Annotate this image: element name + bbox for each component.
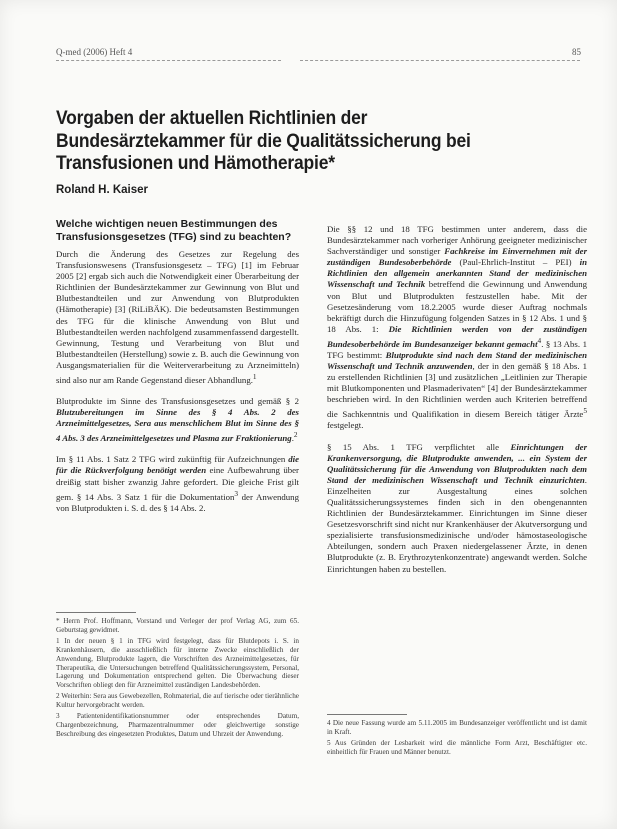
right-p2-lead: § 15 Abs. 1 TFG verpflichtet alle (327, 441, 511, 452)
right-p1-lead: Die §§ 12 und 18 TFG bestimmen unter anderem, dass die Bundesärztekammer nach vorheriger Anhörung geeigneter medizinischer Sachverständiger und sonstiger (327, 224, 587, 257)
right-column (327, 224, 587, 585)
left-p1-text: Durch die Änderung des Gesetzes zur Regelung des Transfusionswesens (Transfusionsgesetz – TFG) [1] im Februar 2005 [2] ergab sich auch die Notwendigkeit einer Überarbeitung der Richtlinien der Bundesärztekammer zur Gewinnung von Blut und Blutbestandteilen und zur Anwendung von Blutprodukten (Hämotherapie) [3] (RiLiBÄK). Die bedeutsamsten Bestimmungen des TFG für die klinische Anwendung von Blut und Blutbestandteilen werden nachfolgend zusammenfassend dargestellt. Gewinnung, Testung und Verarbeitung von Blut und Blutbestandteilen (Herstellung) sowie z. B. auch die Gewinnung von Ausgangsmaterialien für die Weiterverarbeitung zu Arzneimitteln) sind also nur am Rande Gegenstand dieser Abhandlung. (56, 249, 299, 385)
right-p1-final: festgelegt. (327, 420, 364, 431)
left-p3-end: der Anwendung von Blutprodukten i. S. d. des § 14 Abs. 2. (56, 491, 299, 513)
left-column (56, 218, 299, 524)
right-p1-mid: (Paul-Ehrlich-Institut – PEI) (451, 257, 580, 268)
left-p2-emphasis: Blutzubereitungen im Sinne des § 4 Abs. 2 des Arzneimittelgesetzes, Sera aus menschlichem Blut im Sinne des § 4 Abs. 3 des Arzneimittelgesetzes und Plasma zur Fraktionierung (56, 407, 299, 444)
right-p1-mid-2: betreffend die Gewinnung und Anwendung von Blut und Blutprodukten festzustellen habe. Mit der Gesetzesänderung vom 18.2.2005 wurde dieser Auftrag nochmals bekräftigt durch die Hinzufügung folgenden Satzes in § 12 Abs. 1 und § 18 Abs. 1: (327, 279, 587, 334)
right-p1-emphasis: Fachkreise im Einvernehmen mit der zuständigen Bundesoberbehörde (327, 246, 587, 268)
article-author: Roland H. Kaiser (56, 184, 149, 196)
footnote-item: 4 Die neue Fassung wurde am 5.11.2005 im Bundesanzeiger veröffentlicht und ist damit in Kraft. (327, 719, 587, 736)
right-p1-emphasis-2: in Richtlinien den allgemein anerkannten Stand der medizinischen Wissenschaft und Technik (327, 257, 587, 290)
footnote-item: * Herrn Prof. Hoffmann, Vorstand und Verleger der prof Verlag AG, zum 65. Geburtstag gewidmet. (56, 617, 299, 634)
right-p1-end: , der in den gemäß § 18 Abs. 1 zu erstellenden Richtlinien [3] und zusätzlichen „Leitlinien zur Therapie mit Blutkomponenten und Plasmaderivaten“ [4] der Bundesärztekammer beschrieben wird. In den Richtlinien werden auch Kriterien betreffend die Sachkenntnis und Qualifikation in diesem Bereich tätiger Ärzte (327, 361, 588, 420)
footnote-ref-5: 5 (583, 406, 587, 416)
footnotes-left (56, 617, 299, 741)
right-paragraph-1 (327, 224, 587, 432)
right-p1-mid-3: . § 13 Abs. 1 TFG bestimmt: (327, 338, 587, 360)
section-heading: Welche wichtigen neuen Bestimmungen des Transfusionsgesetzes (TFG) sind zu beachten? (56, 218, 292, 243)
footnote-rule-left (56, 612, 136, 613)
footnote-item: 5 Aus Gründen der Lesbarkeit wird die männliche Form Arzt, Beschäftigter etc. einheitlich für Frauen und Männer benutzt. (327, 738, 587, 756)
footnote-ref-3: 3 (234, 488, 239, 498)
header-rule-right (300, 60, 580, 62)
footnote-item: 1 In der neuen § 1 in TFG wird festgelegt, dass für Blutdepots i. S. in Krankenhäusern, die ausschließlich für interne Zwecke einschließlich der Anwendung, Blutprodukte lagern, die Vorschriften des Arzneimittelgesetzes, für Therapeutika, die Untersuchungen betreffend Qualitätssicherungssystem, Personal, Lagerung und Dokumentation entsprechend gelten. Die Überwachung dieser Vorschriften obliegt den für Arzneimittel zuständigen Landesbehörden. (56, 636, 299, 690)
right-p2-emphasis: Einrichtungen der Krankenversorgung, die Blutprodukte anwenden, ... ein System der Qualitätssicherung für die Anwendung von Blutprodukten nach dem Stand der medizinischen Wissenschaft und Technik einzurichten (327, 441, 588, 485)
footnote-item: 3 Patientenidentifikationsnummer oder entsprechendes Datum, Chargenbezeichnung, Pharmazentralnummer oder gleichwertige sonstige Beschreibung des eingesetzten Produktes, Datum und Uhrzeit der Anwendung. (56, 712, 299, 738)
footnotes-right (327, 719, 587, 759)
left-paragraph-3 (56, 454, 299, 513)
right-paragraph-2 (327, 442, 587, 575)
footnote-ref-2: 2 (293, 430, 298, 440)
left-p2-lead: Blutprodukte im Sinne des Transfusionsgesetzes und gemäß § 2 (56, 396, 299, 407)
footnote-ref-4: 4 (537, 335, 542, 345)
right-p1-emphasis-3: Die Richtlinien werden von der zuständigen Bundesoberbehörde im Bundesanzeiger bekannt gemacht (327, 323, 587, 349)
left-p3-emphasis: die für die Rückverfolgung benötigt werden (56, 454, 299, 476)
left-p3-lead: Im § 11 Abs. 1 Satz 2 TFG wird zukünftig für Aufzeichnungen (56, 454, 289, 465)
article-title: Vorgaben der aktuellen Richtlinien der Bundesärztekammer für die Qualitätssicherung bei Transfusionen und Hämotherapie* (56, 108, 471, 174)
header-rule-left (56, 60, 281, 62)
right-p1-emphasis-4: Blutprodukte sind nach dem Stand der medizinischen Wissenschaft und Technik anzuwenden (327, 349, 587, 372)
left-p3-tail: eine Aufbewahrung über dreißig statt bisher zwanzig Jahre gefordert. Die gleiche Frist gilt gem. § 14 Abs. 3 Satz 1 für die Dokumentation (56, 465, 299, 502)
footnote-rule-right (327, 714, 407, 715)
left-paragraph-2 (56, 396, 299, 444)
right-p2-tail: . Einzelheiten zur Ausgestaltung eines solchen Qualitätssicherungssystemes finden sich in den obengenannten Richtlinien der Bundesärztekammer. Einrichtungen im Sinne dieser Gesetzesvorschrift sind nicht nur Krankenhäuser der Akutversorgung und spezialisierte transfusionsmedizinische und/oder hämostaseologische Abteilungen, sondern auch Praxen niedergelassener Ärzte, in denen Blutprodukte (z. B. Erythrozytenkonzentrate) angewandt werden. Solche Einrichtungen haben zu bestellen. (327, 474, 587, 574)
left-paragraph-1 (56, 249, 299, 386)
footnote-ref-1: 1 (252, 372, 257, 382)
page-number: 85 (572, 47, 581, 57)
footnote-item: 2 Weiterhin: Sera aus Gewebezellen, Rohmaterial, die auf tierische oder tierähnliche Kultur hervorgebracht werden. (56, 692, 299, 710)
left-p2-tail: . (291, 433, 294, 444)
running-head-journal: Q-med (2006) Heft 4 (56, 47, 133, 57)
